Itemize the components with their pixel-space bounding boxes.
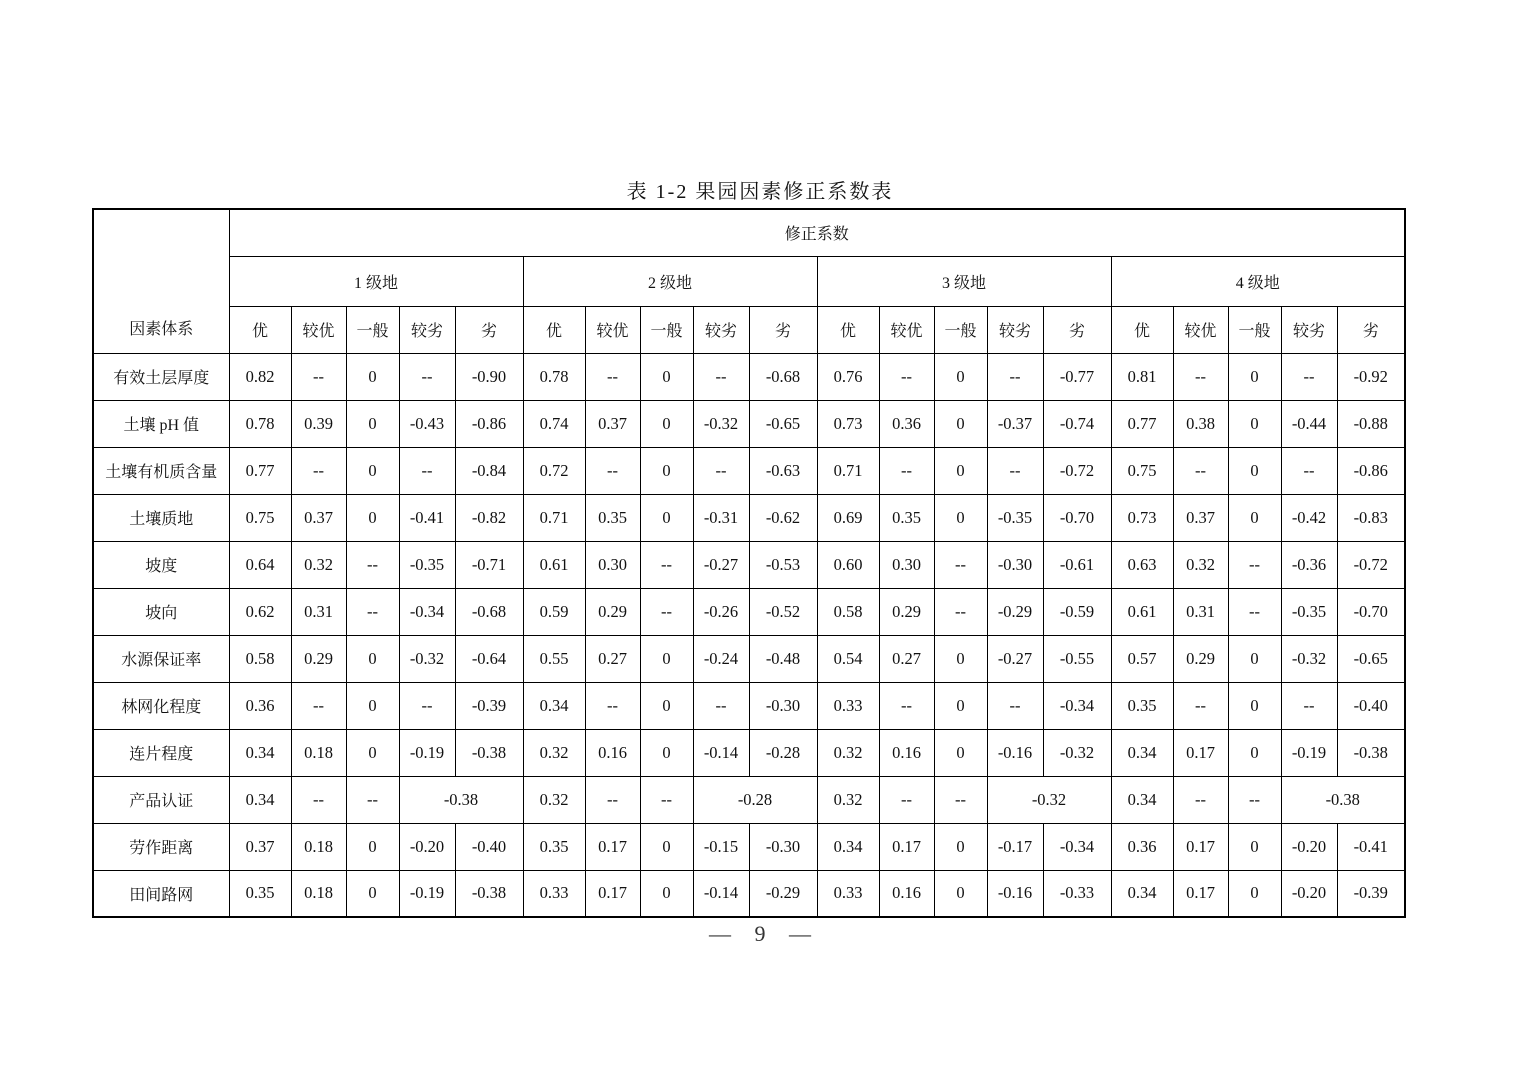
coefficient-cell: 0.32 (817, 776, 879, 823)
row-label-cell: 有效土层厚度 (93, 353, 229, 400)
correction-coefficient-header: 修正系数 (229, 209, 1405, 256)
coefficient-cell: 0.17 (879, 823, 934, 870)
coefficient-cell: 0.71 (817, 447, 879, 494)
coefficient-cell: 0.61 (523, 541, 585, 588)
coefficient-cell: -- (693, 682, 749, 729)
coefficient-cell: 0.61 (1111, 588, 1173, 635)
coefficient-cell: 0.71 (523, 494, 585, 541)
coefficient-cell: -0.39 (1337, 870, 1405, 917)
coefficient-cell: -- (1173, 353, 1228, 400)
coefficient-cell: -- (640, 541, 693, 588)
coefficient-cell: 0.35 (523, 823, 585, 870)
quality-level-header: 一般 (346, 306, 399, 353)
coefficient-cell: -- (693, 353, 749, 400)
coefficient-cell: 0.82 (229, 353, 291, 400)
coefficient-cell: 0.62 (229, 588, 291, 635)
quality-level-header: 优 (523, 306, 585, 353)
coefficient-cell: 0.81 (1111, 353, 1173, 400)
coefficient-cell: 0.58 (229, 635, 291, 682)
table-row (93, 447, 1405, 494)
corner-header-cell: 因素体系 (93, 209, 229, 353)
coefficient-cell: 0 (1228, 682, 1281, 729)
coefficient-cell: 0.37 (291, 494, 346, 541)
coefficient-cell: -0.30 (987, 541, 1043, 588)
coefficient-cell: -0.24 (693, 635, 749, 682)
coefficient-cell: -- (879, 682, 934, 729)
coefficient-cell: 0.63 (1111, 541, 1173, 588)
table-row (93, 588, 1405, 635)
coefficient-cell: 0.77 (229, 447, 291, 494)
coefficient-cell: -0.31 (693, 494, 749, 541)
coefficient-cell: 0 (640, 729, 693, 776)
coefficient-cell: 0.18 (291, 729, 346, 776)
row-label-cell: 土壤质地 (93, 494, 229, 541)
coefficient-cell: -0.32 (399, 635, 455, 682)
coefficient-cell: -- (1228, 541, 1281, 588)
coefficient-cell: 0 (1228, 870, 1281, 917)
coefficient-cell: 0 (640, 635, 693, 682)
coefficient-cell: 0.34 (229, 776, 291, 823)
coefficient-cell: 0.34 (229, 729, 291, 776)
row-label-cell: 土壤有机质含量 (93, 447, 229, 494)
coefficient-cell: -0.61 (1043, 541, 1111, 588)
coefficient-cell: -0.32 (1281, 635, 1337, 682)
coefficient-cell: -- (640, 588, 693, 635)
coefficient-cell: 0.16 (585, 729, 640, 776)
coefficient-cell: 0.36 (229, 682, 291, 729)
coefficient-cell: 0.36 (1111, 823, 1173, 870)
coefficient-cell: -- (879, 447, 934, 494)
coefficient-cell: -0.35 (399, 541, 455, 588)
coefficient-cell: -0.42 (1281, 494, 1337, 541)
coefficient-cell: -- (346, 588, 399, 635)
coefficient-cell: -0.16 (987, 870, 1043, 917)
coefficient-cell: -0.27 (693, 541, 749, 588)
coefficient-cell: -0.53 (749, 541, 817, 588)
coefficient-cell: -- (1228, 588, 1281, 635)
coefficient-cell: 0.60 (817, 541, 879, 588)
coefficient-cell: -0.35 (1281, 588, 1337, 635)
header-row-top (93, 209, 1405, 256)
coefficient-cell: 0 (640, 447, 693, 494)
coefficient-cell: -0.15 (693, 823, 749, 870)
quality-level-header: 较劣 (693, 306, 749, 353)
coefficient-cell: 0 (346, 729, 399, 776)
row-label-cell: 林网化程度 (93, 682, 229, 729)
coefficient-cell: -0.19 (399, 870, 455, 917)
coefficient-cell: -0.40 (455, 823, 523, 870)
table-row (93, 635, 1405, 682)
coefficient-cell: -- (1173, 776, 1228, 823)
coefficient-cell: 0.75 (1111, 447, 1173, 494)
coefficient-cell: 0.78 (523, 353, 585, 400)
coefficient-cell: -0.16 (987, 729, 1043, 776)
coefficient-cell: -- (291, 776, 346, 823)
coefficient-cell: -0.26 (693, 588, 749, 635)
coefficient-cell: -0.37 (987, 400, 1043, 447)
coefficient-cell: -- (987, 447, 1043, 494)
coefficient-cell: -0.38 (399, 776, 523, 823)
coefficient-cell: -0.34 (1043, 682, 1111, 729)
coefficient-cell: -0.86 (1337, 447, 1405, 494)
coefficient-cell: 0.38 (1173, 400, 1228, 447)
coefficient-cell: -0.59 (1043, 588, 1111, 635)
grade-group-header: 2 级地 (523, 256, 817, 306)
coefficient-cell: -0.48 (749, 635, 817, 682)
coefficient-cell: -0.29 (749, 870, 817, 917)
coefficient-cell: 0.73 (1111, 494, 1173, 541)
coefficient-cell: -0.34 (1043, 823, 1111, 870)
row-label-cell: 土壤 pH 值 (93, 400, 229, 447)
coefficient-cell: -0.20 (1281, 870, 1337, 917)
row-label-cell: 连片程度 (93, 729, 229, 776)
quality-level-header: 较优 (1173, 306, 1228, 353)
coefficient-cell: 0 (346, 447, 399, 494)
quality-level-header: 较优 (879, 306, 934, 353)
coefficient-cell: 0.33 (817, 870, 879, 917)
table-row (93, 823, 1405, 870)
coefficient-cell: -0.32 (1043, 729, 1111, 776)
coefficient-cell: -- (1173, 682, 1228, 729)
coefficient-cell: 0.32 (1173, 541, 1228, 588)
coefficient-cell: 0 (1228, 447, 1281, 494)
row-label-cell: 坡向 (93, 588, 229, 635)
coefficient-cell: -0.35 (987, 494, 1043, 541)
coefficient-cell: -0.30 (749, 823, 817, 870)
coefficient-cell: 0.77 (1111, 400, 1173, 447)
coefficient-cell: 0.35 (879, 494, 934, 541)
table-row (93, 353, 1405, 400)
coefficient-cell: -- (640, 776, 693, 823)
coefficient-cell: 0 (346, 353, 399, 400)
coefficient-cell: 0.16 (879, 729, 934, 776)
coefficient-cell: -- (399, 447, 455, 494)
coefficient-cell: 0 (640, 870, 693, 917)
coefficient-cell: -0.83 (1337, 494, 1405, 541)
coefficient-cell: 0.73 (817, 400, 879, 447)
coefficient-cell: 0.35 (229, 870, 291, 917)
quality-level-header: 一般 (1228, 306, 1281, 353)
coefficient-cell: 0 (346, 635, 399, 682)
coefficient-cell: -- (585, 776, 640, 823)
coefficient-cell: 0.34 (1111, 870, 1173, 917)
coefficient-cell: 0.37 (1173, 494, 1228, 541)
coefficient-cell: 0 (1228, 823, 1281, 870)
coefficient-cell: 0 (346, 823, 399, 870)
row-label-cell: 坡度 (93, 541, 229, 588)
quality-level-header: 一般 (640, 306, 693, 353)
coefficient-cell: -0.64 (455, 635, 523, 682)
coefficient-cell: 0 (934, 870, 987, 917)
quality-level-header: 较优 (585, 306, 640, 353)
coefficient-cell: 0 (1228, 494, 1281, 541)
coefficient-cell: -0.63 (749, 447, 817, 494)
coefficient-cell: -0.27 (987, 635, 1043, 682)
coefficient-cell: 0.17 (585, 870, 640, 917)
coefficient-cell: -0.40 (1337, 682, 1405, 729)
coefficient-cell: 0 (934, 635, 987, 682)
coefficient-cell: -- (934, 541, 987, 588)
coefficient-cell: -- (291, 353, 346, 400)
coefficient-cell: 0.30 (585, 541, 640, 588)
coefficient-cell: -- (346, 776, 399, 823)
coefficient-cell: 0.17 (1173, 870, 1228, 917)
coefficient-cell: 0.72 (523, 447, 585, 494)
coefficient-cell: -- (291, 447, 346, 494)
table-row (93, 541, 1405, 588)
coefficient-cell: -0.84 (455, 447, 523, 494)
coefficient-cell: 0 (346, 870, 399, 917)
coefficient-cell: -0.68 (455, 588, 523, 635)
coefficient-cell: 0.76 (817, 353, 879, 400)
coefficient-cell: 0.57 (1111, 635, 1173, 682)
coefficient-cell: 0.34 (1111, 776, 1173, 823)
coefficient-cell: 0 (346, 400, 399, 447)
quality-level-header: 较优 (291, 306, 346, 353)
coefficient-cell: -0.72 (1043, 447, 1111, 494)
header-row-levels (93, 306, 1405, 353)
coefficient-cell: -0.32 (693, 400, 749, 447)
coefficient-cell: -0.41 (1337, 823, 1405, 870)
row-label-cell: 劳作距离 (93, 823, 229, 870)
coefficient-cell: -0.32 (987, 776, 1111, 823)
coefficient-cell: -0.33 (1043, 870, 1111, 917)
quality-level-header: 劣 (1337, 306, 1405, 353)
coefficient-cell: -- (1281, 447, 1337, 494)
coefficient-cell: 0.32 (817, 729, 879, 776)
coefficient-cell: 0.18 (291, 823, 346, 870)
coefficient-cell: -0.68 (749, 353, 817, 400)
coefficient-cell: 0.30 (879, 541, 934, 588)
coefficient-cell: 0.31 (1173, 588, 1228, 635)
coefficient-cell: 0.31 (291, 588, 346, 635)
coefficient-cell: -0.43 (399, 400, 455, 447)
quality-level-header: 较劣 (987, 306, 1043, 353)
coefficient-cell: -0.82 (455, 494, 523, 541)
coefficient-cell: -- (934, 588, 987, 635)
coefficient-cell: -- (585, 447, 640, 494)
coefficient-cell: -- (879, 353, 934, 400)
coefficient-cell: 0.18 (291, 870, 346, 917)
coefficient-cell: 0.27 (879, 635, 934, 682)
coefficient-cell: -0.19 (1281, 729, 1337, 776)
coefficient-cell: -- (934, 776, 987, 823)
coefficient-cell: 0.34 (817, 823, 879, 870)
coefficient-cell: -0.34 (399, 588, 455, 635)
coefficient-cell: -0.17 (987, 823, 1043, 870)
coefficient-cell: 0 (1228, 353, 1281, 400)
coefficient-cell: 0.59 (523, 588, 585, 635)
coefficient-cell: -0.19 (399, 729, 455, 776)
coefficient-cell: -0.38 (455, 870, 523, 917)
coefficient-cell: 0.36 (879, 400, 934, 447)
grade-group-header: 1 级地 (229, 256, 523, 306)
coefficient-cell: 0.17 (1173, 823, 1228, 870)
coefficient-cell: 0.34 (523, 682, 585, 729)
coefficient-cell: -- (693, 447, 749, 494)
coefficient-cell: 0.58 (817, 588, 879, 635)
coefficient-cell: 0.64 (229, 541, 291, 588)
coefficient-cell: -0.71 (455, 541, 523, 588)
coefficient-cell: -0.55 (1043, 635, 1111, 682)
coefficient-cell: 0.35 (1111, 682, 1173, 729)
coefficient-cell: 0.37 (585, 400, 640, 447)
coefficient-cell: 0 (346, 494, 399, 541)
quality-level-header: 劣 (1043, 306, 1111, 353)
coefficient-cell: -0.30 (749, 682, 817, 729)
table-row (93, 870, 1405, 917)
coefficient-cell: 0.16 (879, 870, 934, 917)
row-label-cell: 产品认证 (93, 776, 229, 823)
coefficient-cell: 0.29 (879, 588, 934, 635)
coefficient-cell: -0.38 (1281, 776, 1405, 823)
coefficient-cell: -- (585, 353, 640, 400)
coefficient-cell: 0 (1228, 729, 1281, 776)
coefficient-cell: 0.29 (1173, 635, 1228, 682)
coefficient-cell: 0 (934, 729, 987, 776)
coefficient-cell: -- (585, 682, 640, 729)
table-row (93, 729, 1405, 776)
coefficient-cell: 0 (934, 353, 987, 400)
coefficient-cell: 0.29 (291, 635, 346, 682)
table-row (93, 400, 1405, 447)
coefficient-cell: -0.20 (1281, 823, 1337, 870)
coefficient-cell: -0.38 (1337, 729, 1405, 776)
coefficient-cell: 0.55 (523, 635, 585, 682)
coefficient-cell: 0.69 (817, 494, 879, 541)
coefficient-cell: -0.39 (455, 682, 523, 729)
coefficient-cell: -0.14 (693, 729, 749, 776)
quality-level-header: 劣 (749, 306, 817, 353)
coefficient-table (92, 208, 1406, 918)
table-row (93, 494, 1405, 541)
coefficient-cell: -- (1281, 353, 1337, 400)
coefficient-cell: -0.62 (749, 494, 817, 541)
coefficient-cell: -0.29 (987, 588, 1043, 635)
coefficient-cell: 0.35 (585, 494, 640, 541)
coefficient-cell: -0.41 (399, 494, 455, 541)
table-row (93, 776, 1405, 823)
coefficient-cell: 0.34 (1111, 729, 1173, 776)
coefficient-cell: 0.32 (523, 729, 585, 776)
coefficient-cell: -0.70 (1043, 494, 1111, 541)
coefficient-cell: -- (987, 682, 1043, 729)
coefficient-cell: 0.27 (585, 635, 640, 682)
coefficient-cell: 0 (640, 400, 693, 447)
coefficient-cell: -- (1281, 682, 1337, 729)
coefficient-cell: 0 (934, 494, 987, 541)
coefficient-cell: 0.17 (1173, 729, 1228, 776)
coefficient-cell: 0.17 (585, 823, 640, 870)
coefficient-cell: -0.38 (455, 729, 523, 776)
quality-level-header: 一般 (934, 306, 987, 353)
coefficient-cell: -0.92 (1337, 353, 1405, 400)
coefficient-cell: 0 (640, 823, 693, 870)
coefficient-cell: -0.86 (455, 400, 523, 447)
coefficient-cell: -- (399, 353, 455, 400)
quality-level-header: 劣 (455, 306, 523, 353)
row-label-cell: 田间路网 (93, 870, 229, 917)
coefficient-cell: 0.29 (585, 588, 640, 635)
coefficient-cell: 0 (934, 400, 987, 447)
coefficient-cell: -- (1228, 776, 1281, 823)
coefficient-cell: -0.77 (1043, 353, 1111, 400)
coefficient-cell: -0.20 (399, 823, 455, 870)
coefficient-cell: -- (1173, 447, 1228, 494)
coefficient-cell: 0 (640, 353, 693, 400)
coefficient-cell: -0.44 (1281, 400, 1337, 447)
coefficient-cell: 0 (934, 447, 987, 494)
coefficient-cell: -- (291, 682, 346, 729)
coefficient-cell: 0.54 (817, 635, 879, 682)
quality-level-header: 较劣 (1281, 306, 1337, 353)
page-title: 表 1-2 果园因素修正系数表 (626, 181, 894, 203)
coefficient-cell: 0.32 (523, 776, 585, 823)
coefficient-cell: -- (399, 682, 455, 729)
coefficient-cell: 0 (640, 494, 693, 541)
coefficient-cell: 0 (934, 682, 987, 729)
coefficient-cell: -0.28 (749, 729, 817, 776)
coefficient-cell: -0.65 (1337, 635, 1405, 682)
coefficient-cell: -0.28 (693, 776, 817, 823)
coefficient-cell: 0.37 (229, 823, 291, 870)
page-number: — 9 — (709, 921, 811, 946)
coefficient-cell: 0.75 (229, 494, 291, 541)
coefficient-cell: -0.52 (749, 588, 817, 635)
coefficient-cell: -0.88 (1337, 400, 1405, 447)
coefficient-cell: 0.33 (817, 682, 879, 729)
quality-level-header: 优 (229, 306, 291, 353)
coefficient-cell: 0 (640, 682, 693, 729)
coefficient-cell: 0 (1228, 400, 1281, 447)
coefficient-cell: -0.65 (749, 400, 817, 447)
quality-level-header: 优 (817, 306, 879, 353)
coefficient-cell: -0.72 (1337, 541, 1405, 588)
coefficient-cell: 0 (934, 823, 987, 870)
grade-group-header: 3 级地 (817, 256, 1111, 306)
coefficient-cell: -0.90 (455, 353, 523, 400)
coefficient-cell: -0.74 (1043, 400, 1111, 447)
coefficient-cell: 0.78 (229, 400, 291, 447)
coefficient-cell: -- (346, 541, 399, 588)
table-row (93, 682, 1405, 729)
quality-level-header: 优 (1111, 306, 1173, 353)
coefficient-cell: 0.32 (291, 541, 346, 588)
row-label-cell: 水源保证率 (93, 635, 229, 682)
coefficient-cell: -0.36 (1281, 541, 1337, 588)
coefficient-cell: 0.39 (291, 400, 346, 447)
coefficient-cell: -- (987, 353, 1043, 400)
coefficient-cell: 0 (346, 682, 399, 729)
coefficient-cell: 0.74 (523, 400, 585, 447)
coefficient-cell: 0 (1228, 635, 1281, 682)
coefficient-cell: -0.14 (693, 870, 749, 917)
coefficient-cell: -- (879, 776, 934, 823)
quality-level-header: 较劣 (399, 306, 455, 353)
header-row-groups (93, 256, 1405, 306)
coefficient-cell: 0.33 (523, 870, 585, 917)
grade-group-header: 4 级地 (1111, 256, 1405, 306)
coefficient-cell: -0.70 (1337, 588, 1405, 635)
